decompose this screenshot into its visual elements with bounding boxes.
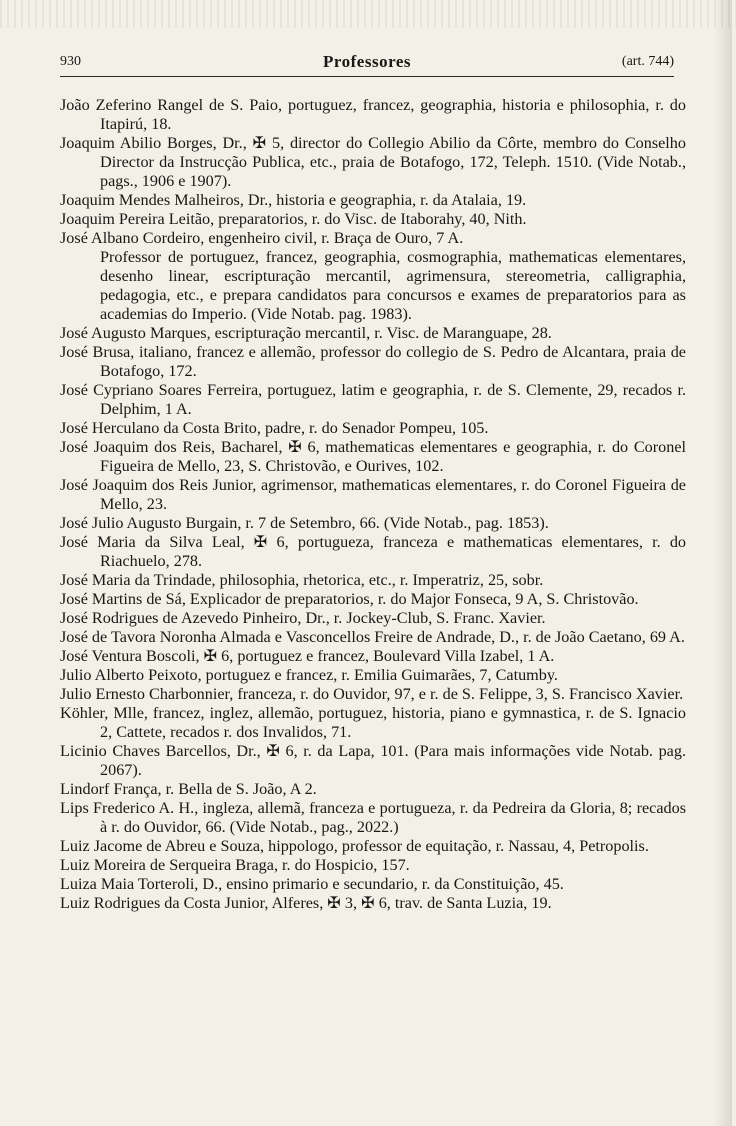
list-item-detail: Professor de portuguez, francez, geographia, cosmographia, mathematicas elementares, desenho linear, escripturação mercantil, agrimensura, stereometria, calligraphia, pedagogia, etc., e prepara candidatos para concursos e exames de preparatorios para as academias do Imperio. (Vide Notab. pag. 1983). [100, 248, 686, 323]
list-item: José Julio Augusto Burgain, r. 7 de Setembro, 66. (Vide Notab., pag. 1853). [60, 514, 549, 532]
list-item: Luiza Maia Torteroli, D., ensino primario e secundario, r. da Constituição, 45. [60, 875, 564, 893]
article-reference: (art. 744) [621, 54, 674, 69]
list-item: José Maria da Trindade, philosophia, rhetorica, etc., r. Imperatriz, 25, sobr. [60, 571, 544, 589]
list-item: José de Tavora Noronha Almada e Vasconcellos Freire de Andrade, D., r. de João Caetano, 69 A. [60, 628, 685, 646]
list-item: Joaquim Pereira Leitão, preparatorios, r. do Visc. de Itaborahy, 40, Nith. [60, 210, 527, 228]
list-item: Julio Alberto Peixoto, portuguez e francez, r. Emilia Guimarães, 7, Catumby. [60, 666, 558, 684]
list-item: Joaquim Abilio Borges, Dr., ✠ 5, director do Collegio Abilio da Côrte, membro do Conselho Director da Instrucção Publica, etc., praia de Botafogo, 172, Teleph. 1510. (Vide Notab., pags., 1906 e 1907). [60, 134, 686, 190]
list-item: José Augusto Marques, escripturação mercantil, r. Visc. de Maranguape, 28. [60, 324, 552, 342]
list-item: José Herculano da Costa Brito, padre, r. do Senador Pompeu, 105. [60, 419, 489, 437]
page-edge-shadow [714, 0, 732, 1126]
list-item: José Martins de Sá, Explicador de preparatorios, r. do Major Fonseca, 9 A, S. Christovão. [60, 590, 639, 608]
list-item: Julio Ernesto Charbonnier, franceza, r. do Ouvidor, 97, e r. de S. Felippe, 3, S. Francisco Xavier. [60, 685, 684, 703]
list-item: José Albano Cordeiro, engenheiro civil, r. Braça de Ouro, 7 A. [60, 229, 464, 247]
list-item: João Zeferino Rangel de S. Paio, portuguez, francez, geographia, historia e philosophia, r. do Itapirú, 18. [60, 96, 686, 133]
list-item: Luiz Rodrigues da Costa Junior, Alferes, ✠ 3, ✠ 6, trav. de Santa Luzia, 19. [60, 894, 552, 912]
list-item: José Joaquim dos Reis Junior, agrimensor, mathematicas elementares, r. do Coronel Figueira de Mello, 23. [60, 476, 686, 513]
list-item: José Rodrigues de Azevedo Pinheiro, Dr., r. Jockey-Club, S. Franc. Xavier. [60, 609, 546, 627]
entry-list [60, 96, 686, 913]
list-item: Luiz Jacome de Abreu e Souza, hippologo, professor de equitação, r. Nassau, 4, Petropolis. [60, 837, 649, 855]
list-item: José Brusa, italiano, francez e allemão, professor do collegio de S. Pedro de Alcantara, praia de Botafogo, 172. [60, 343, 686, 380]
list-item: Lindorf França, r. Bella de S. João, A 2. [60, 780, 317, 798]
list-item: Köhler, Mlle, francez, inglez, allemão, portuguez, historia, piano e gymnastica, r. de S. Ignacio 2, Cattete, recados r. dos Invalidos, 71. [60, 704, 686, 741]
list-item: José Ventura Boscoli, ✠ 6, portuguez e francez, Boulevard Villa Izabel, 1 A. [60, 647, 555, 665]
list-item: Joaquim Mendes Malheiros, Dr., historia e geographia, r. da Atalaia, 19. [60, 191, 527, 209]
list-item: Lips Frederico A. H., ingleza, allemã, franceza e portugueza, r. da Pedreira da Gloria, 8; recados à r. do Ouvidor, 66. (Vide Notab., pag., 2022.) [60, 799, 686, 836]
list-item: José Maria da Silva Leal, ✠ 6, portugueza, franceza e mathematicas elementares, r. do Riachuelo, 278. [60, 533, 686, 570]
list-item: José Joaquim dos Reis, Bacharel, ✠ 6, mathematicas elementares e geographia, r. do Coronel Figueira de Mello, 23, S. Christovão, e Ourives, 102. [60, 438, 686, 475]
list-item: Licinio Chaves Barcellos, Dr., ✠ 6, r. da Lapa, 101. (Para mais informações vide Notab. pag. 2067). [60, 742, 686, 779]
scan-noise-top [0, 0, 736, 28]
list-item: Luiz Moreira de Serqueira Braga, r. do Hospicio, 157. [60, 856, 410, 874]
list-item: José Cypriano Soares Ferreira, portuguez, latim e geographia, r. de S. Clemente, 29, recados r. Delphim, 1 A. [60, 381, 686, 418]
page-title: Professores [323, 52, 411, 71]
page-header [60, 50, 674, 77]
page-number: 930 [60, 54, 81, 69]
